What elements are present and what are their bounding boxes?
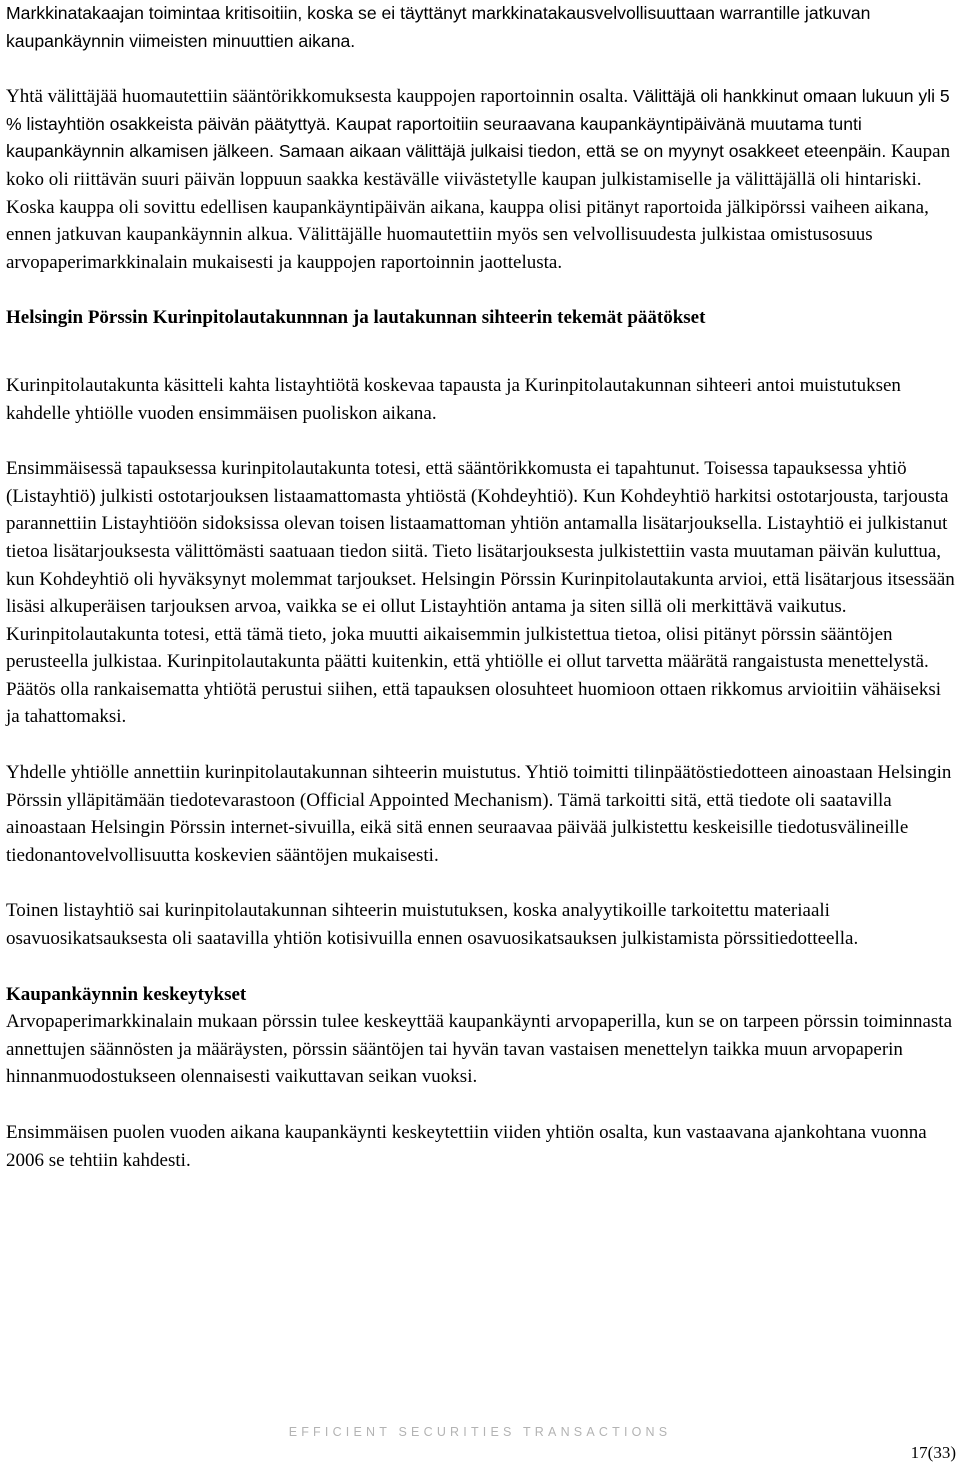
text-run: Välittäjä oli hankkinut omaan lukuun yli 5 % listayhtiön osakkeista päivän päätyttyä. Kaupat raportoitiin seuraavana kaupankäyntipäivänä muutama tunti kaupankäynnin alkamisen jälkeen. Samaan aikaan välittäjä julkaisi tiedon, että se on myynyt osakkeet eteenpäin. [6,86,950,162]
paragraph-broker-reporting [6,83,956,276]
paragraph-reminder-one: Yhdelle yhtiölle annettiin kurinpitolautakunnan sihteerin muistutus. Yhtiö toimitti tilinpäätöstiedotteen ainoastaan Helsingin Pörssin ylläpitämään tiedotevarastoon (Official Appointed Mechanism). Tämä tarkoitti sitä, että tiedote oli saatavilla ainoastaan Helsingin Pörssin internet-sivuilla, eikä sitä ennen seuraavaa päivää julkistettu keskeisille tiedotusvälineille tiedonantovelvollisuutta koskevien sääntöjen mukaisesti. [6,762,952,866]
text-run: Markkinatakaajan toimintaa kritisoitiin, koska se ei täyttänyt markkinatakausvelvollisuuttaan warrantille jatkuvan kaupankäynnin viimeisten minuuttien aikana. [6,3,871,51]
document-body [6,0,956,1174]
paragraph-trading-halts: Arvopaperimarkkinalain mukaan pörssin tulee keskeyttää kaupankäynti arvopaperilla, kun se on tarpeen pörssin toiminnasta annettujen säännösten ja määräysten, pörssin sääntöjen tai hyvän tavan vastaisen menettelyn taikka muun arvopaperin hinnanmuodostukseen olennaisesti vaikuttavan seikan vuoksi. [6,1011,953,1088]
section-heading: Helsingin Pörssin Kurinpitolautakunnnan ja lautakunnan sihteerin tekemät päätökset [6,307,706,329]
text-run: Kaupan koko oli riittävän suuri päivän loppuun saakka kestävälle viivästetylle kaupan julkistamiselle ja välittäjällä oli hintariski. Koska kauppa oli sovittu edellisen kaupankäyntipäivän aikana, kauppa olisi pitänyt raportoida jälkipörssi vaiheen aikana, ennen jatkuvan kaupankäynnin alkua. Välittäjälle huomautettiin myös sen velvollisuudesta julkistaa omistusosuus arvopaperimarkkinalain mukaisesti ja kauppojen raportoinnin jaottelusta. [6,141,951,273]
subsection-heading: Kaupankäynnin keskeytykset [6,983,247,1005]
paragraph-market-maker [6,0,956,55]
footer-title: EFFICIENT SECURITIES TRANSACTIONS [288,1425,672,1439]
page-number: 17(33) [910,1443,956,1462]
paragraph-first-case: Ensimmäisessä tapauksessa kurinpitolautakunta totesi, että sääntörikkomusta ei tapahtunut. Toisessa tapauksessa yhtiö (Listayhtiö) julkisti ostotarjouksen listaamattomasta yhtiöstä (Kohdeyhtiö). Kun Kohdeyhtiö harkitsi ostotarjousta, tarjousta parannettiin Listayhtiöön sidoksissa olevan toisen listaamattoman yhtiön antamalla lisätarjouksella. Listayhtiö ei julkistanut tietoa lisätarjouksesta välittömästi saatuaan tiedon siitä. Tieto lisätarjouksesta julkistettiin vasta muutaman päivän kuluttua, kun Kohdeyhtiö oli hyväksynyt molemmat tarjoukset. Helsingin Pörssin Kurinpitolautakunta arvioi, että lisätarjous itsessään lisäsi alkuperäisen tarjouksen arvoa, vaikka se ei ollut Listayhtiön antama ja siten sillä oli merkittävä vaikutus. Kurinpitolautakunta totesi, että tämä tieto, joka muutti aikaisemmin julkistettua tietoa, olisi pitänyt pörssin sääntöjen perusteella julkistaa. Kurinpitolautakunta päätti kuitenkin, että yhtiölle ei ollut tarvetta määrätä rangaistusta menettelystä. Päätös olla rankaisematta yhtiötä perustui siihen, että tapauksen olosuhteet huomioon ottaen rikkomus arvioitiin vähäiseksi ja tahattomaksi. [6,458,955,728]
paragraph-halts-count: Ensimmäisen puolen vuoden aikana kaupankäynti keskeytettiin viiden yhtiön osalta, kun vastaavana ajankohtana vuonna 2006 se tehtiin kahdesti. [6,1122,927,1171]
paragraph-reminder-two: Toinen listayhtiö sai kurinpitolautakunnan sihteerin muistutuksen, koska analyytikoille tarkoitettu materiaali osavuosikatsauksesta oli saatavilla yhtiön kotisivuilla ennen osavuosikatsauksen julkistamista pörssitiedotteella. [6,900,859,950]
text-run: Yhtä välittäjää huomautettiin sääntörikkomuksesta kauppojen raportoinnin osalta. [6,86,629,108]
paragraph-disciplinary-overview: Kurinpitolautakunta käsitteli kahta listayhtiötä koskevaa tapausta ja Kurinpitolautakunnan sihteeri antoi muistutuksen kahdelle yhtiölle vuoden ensimmäisen puoliskon aikana. [6,374,901,424]
